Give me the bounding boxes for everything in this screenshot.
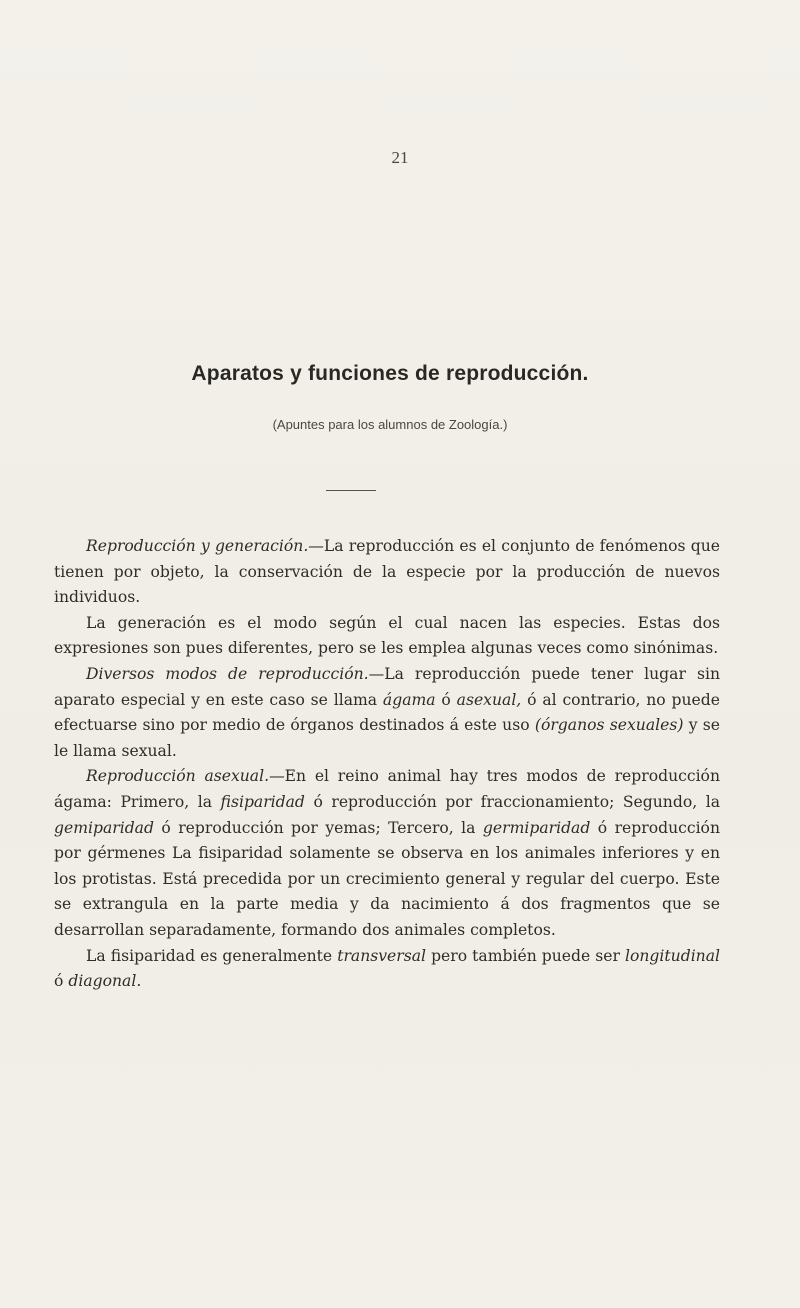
title-divider: [326, 490, 376, 491]
page-subtitle: (Apuntes para los alumnos de Zoología.): [272, 417, 508, 432]
body-text: [54, 534, 720, 995]
paragraph-reproduccion-asexual: [54, 764, 720, 943]
paragraph-lead: Diversos modos de reproducción.: [86, 664, 369, 683]
paragraph-diversos-modos: [54, 662, 720, 764]
paragraph-text: La fisiparidad es generalmente: [86, 946, 338, 965]
paragraph-fisiparidad: [54, 944, 720, 995]
paragraph-text: —La reproducción es el conjunto de fenómenos que tienen por objeto, la conservación de la especie por la producción de nuevos individuos.: [54, 537, 720, 607]
italic-term: asexual,: [456, 690, 522, 709]
paragraph-text: ó: [54, 972, 69, 991]
page-number: 21: [391, 148, 409, 167]
paragraph-text: ó reproducción por gérmenes La fisiparidad solamente se observa en los animales inferiores y en los protistas. Está precedida por un crecimiento general y regular del cuerpo. Este se extrangula en la parte media y da nacimiento á dos fragmentos que se desarrollan separadamente, formando dos animales completos.: [54, 818, 720, 939]
italic-term: fisiparidad: [220, 792, 305, 811]
paragraph-text: ó reproducción por fraccionamiento; Segundo, la: [304, 792, 720, 811]
italic-term: longitudinal: [625, 946, 721, 965]
paragraph-text: pero también puede ser: [426, 946, 626, 965]
paragraph-text: y se le llama sexual.: [54, 716, 720, 760]
italic-term: (órganos sexuales): [534, 716, 684, 735]
paragraph-text: ó reproducción por yemas; Tercero, la: [153, 818, 483, 837]
paragraph-text: La generación es el modo según el cual nacen las especies. Estas dos expresiones son pues diferentes, pero se les emplea algunas veces como sinónimas.: [54, 613, 720, 658]
paragraph-text: ó: [435, 690, 457, 709]
paragraph-lead: Reproducción asexual.: [86, 767, 270, 786]
paragraph-lead: Reproducción y generación.: [86, 537, 309, 555]
italic-term: gemiparidad: [54, 818, 154, 837]
italic-term: germiparidad: [482, 818, 591, 837]
paragraph-text: ó al contrario, no puede efectuarse sino por medio de órganos destinados á este uso: [54, 690, 720, 735]
page-title: Aparatos y funciones de reproducción.: [191, 362, 589, 385]
paragraph-generacion: [54, 611, 720, 662]
paragraph-text: —La reproducción puede tener lugar sin aparato especial y en este caso se llama: [54, 664, 720, 709]
italic-term: diagonal.: [68, 972, 142, 991]
italic-term: ágama: [382, 690, 436, 709]
paragraph-text: —En el reino animal hay tres modos de reproducción ágama: Primero, la: [54, 767, 720, 811]
paragraph-reproduccion-generacion: [54, 534, 720, 611]
italic-term: transversal: [337, 946, 427, 965]
